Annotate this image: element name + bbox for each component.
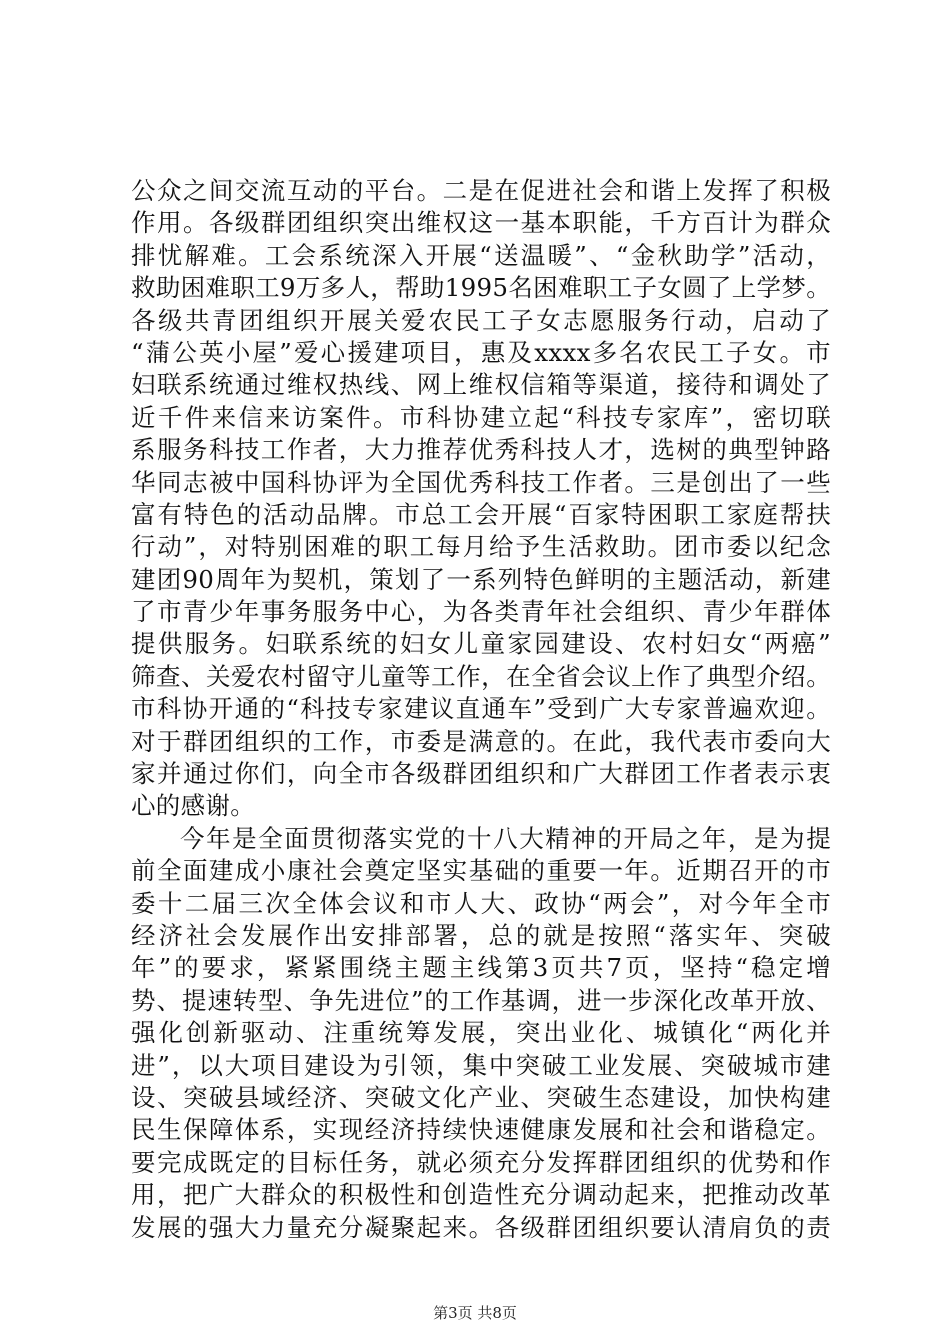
text-line: 救助困难职工9万多人，帮助1995名困难职工子女圆了上学梦。 bbox=[131, 273, 831, 303]
text-line: 各级共青团组织开展关爱农民工子女志愿服务行动，启动了 bbox=[131, 305, 831, 335]
text-line: 系服务科技工作者，大力推荐优秀科技人才，选树的典型钟路 bbox=[131, 435, 831, 465]
page-footer bbox=[0, 1303, 950, 1323]
text-line: 势、提速转型、争先进位”的工作基调，进一步深化改革开放、 bbox=[131, 985, 831, 1015]
text-line: 市科协开通的“科技专家建议直通车”受到广大专家普遍欢迎。 bbox=[131, 694, 831, 724]
paragraph-first-line: 今年是全面贯彻落实党的十八大精神的开局之年，是为提 bbox=[180, 823, 831, 853]
text-line: “蒲公英小屋”爱心援建项目，惠及xxxx多名农民工子女。市 bbox=[131, 337, 831, 367]
text-line: 作用。各级群团组织突出维权这一基本职能，千方百计为群众 bbox=[131, 208, 831, 238]
text-line: 用，把广大群众的积极性和创造性充分调动起来，把推动改革 bbox=[131, 1180, 831, 1210]
text-line: 富有特色的活动品牌。市总工会开展“百家特困职工家庭帮扶 bbox=[131, 499, 831, 529]
text-line: 妇联系统通过维权热线、网上维权信箱等渠道，接待和调处了 bbox=[131, 370, 831, 400]
text-line: 进”，以大项目建设为引领，集中突破工业发展、突破城市建 bbox=[131, 1050, 831, 1080]
document-body bbox=[131, 175, 831, 1244]
page-number: 第3页 共8页 bbox=[433, 1304, 517, 1322]
text-line: 家并通过你们，向全市各级群团组织和广大群团工作者表示衷 bbox=[131, 759, 831, 789]
text-line: 对于群团组织的工作，市委是满意的。在此，我代表市委向大 bbox=[131, 726, 831, 756]
text-line: 设、突破县域经济、突破文化产业、突破生态建设，加快构建 bbox=[131, 1082, 831, 1112]
text-line: 强化创新驱动、注重统筹发展，突出业化、城镇化“两化并 bbox=[131, 1018, 831, 1048]
text-line: 心的感谢。 bbox=[131, 791, 255, 821]
text-line: 华同志被中国科协评为全国优秀科技工作者。三是创出了一些 bbox=[131, 467, 831, 497]
text-line: 筛查、关爱农村留守儿童等工作，在全省会议上作了典型介绍。 bbox=[131, 661, 831, 691]
text-line: 排忧解难。工会系统深入开展“送温暖”、“金秋助学”活动， bbox=[131, 240, 831, 270]
text-line: 近千件来信来访案件。市科协建立起“科技专家库”，密切联 bbox=[131, 402, 831, 432]
text-line: 要完成既定的目标任务，就必须充分发挥群团组织的优势和作 bbox=[131, 1147, 831, 1177]
text-line: 建团90周年为契机，策划了一系列特色鲜明的主题活动，新建 bbox=[131, 564, 831, 594]
text-line: 民生保障体系，实现经济持续快速健康发展和社会和谐稳定。 bbox=[131, 1115, 831, 1145]
text-line: 公众之间交流互动的平台。二是在促进社会和谐上发挥了积极 bbox=[131, 176, 831, 205]
text-line: 年”的要求，紧紧围绕主题主线第3页共7页，坚持“稳定增 bbox=[131, 953, 831, 983]
text-line: 了市青少年事务服务中心，为各类青年社会组织、青少年群体 bbox=[131, 597, 831, 627]
text-line: 发展的强大力量充分凝聚起来。各级群团组织要认清肩负的责 bbox=[131, 1212, 831, 1242]
text-line: 经济社会发展作出安排部署，总的就是按照“落实年、突破 bbox=[131, 920, 831, 950]
text-line: 行动”，对特别困难的职工每月给予生活救助。团市委以纪念 bbox=[131, 532, 831, 562]
text-line: 提供服务。妇联系统的妇女儿童家园建设、农村妇女“两癌” bbox=[131, 629, 831, 659]
text-line: 委十二届三次全体会议和市人大、政协“两会”，对今年全市 bbox=[131, 888, 831, 918]
text-line: 前全面建成小康社会奠定坚实基础的重要一年。近期召开的市 bbox=[131, 856, 831, 886]
